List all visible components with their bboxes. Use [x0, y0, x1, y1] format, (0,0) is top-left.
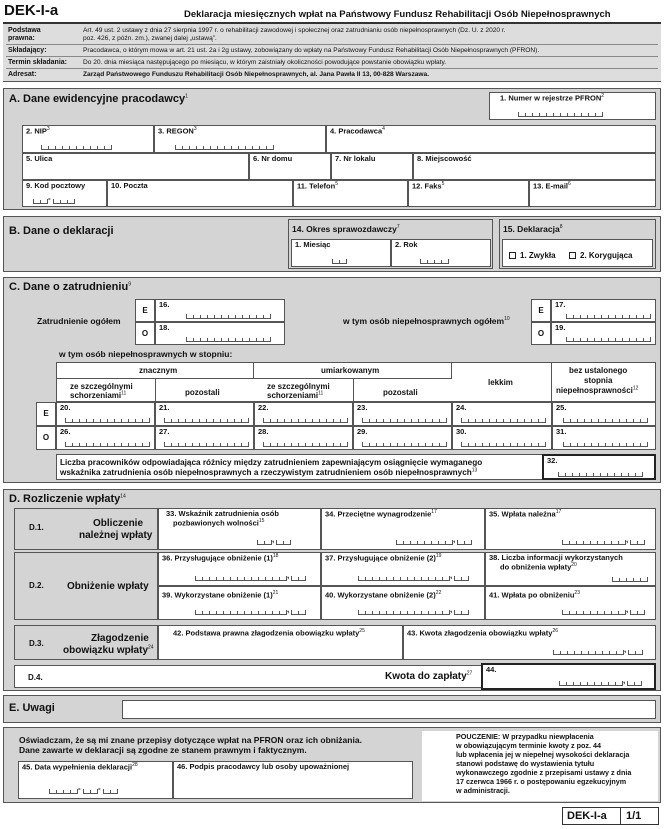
degree-header: [56, 362, 656, 402]
section-d-title: D. Rozliczenie wpłaty$^{14}$: [9, 493, 126, 505]
footer-page: 1/1: [626, 810, 642, 822]
field-13-email[interactable]: 13. E-mail$^6$: [529, 180, 656, 207]
difference-text-1: Liczba pracowników odpowiadająca różnicy między zatrudnieniem zapewniającym osiągnięcie wymaganego: [60, 458, 483, 467]
e-marker: E: [135, 299, 155, 322]
field-22[interactable]: 22.: [254, 402, 353, 426]
section-c: [3, 277, 661, 483]
notice-line-3: lub wpłacenia jej w niepełnej wysokości deklaracja: [456, 750, 630, 759]
field-35[interactable]: 35. Wpłata należna$^{17}$ ,: [485, 508, 656, 550]
d1-label-box: [14, 508, 158, 550]
field-39[interactable]: 39. Wykorzystane obniżenie $(1)^{21}$ ,: [158, 586, 321, 620]
field-31[interactable]: 31.: [552, 426, 656, 450]
notice-line-6: 17 czerwca 1966 r. o postępowaniu egzekucyjnym: [456, 777, 627, 786]
d2-number: D.2.: [29, 581, 44, 590]
difference-text-2: wskaźnika zatrudnienia osób niepełnosprawnych a rzeczywistym zatrudnieniem osób niepełnosprawnych$^{13}$: [60, 467, 478, 477]
section-b-title: B. Dane o deklaracji: [9, 225, 114, 237]
field-46-signature[interactable]: 46. Podpis pracodawcy lub osoby upoważnionej: [173, 761, 413, 799]
header-ze-1: ze szczególnymi: [70, 382, 133, 391]
deadline-text: Do 20. dnia miesiąca następującego po miesiącu, w którym zaistniały okoliczności powodujące powstanie obowiązku wpłaty.: [83, 59, 447, 66]
submitter-text: Pracodawca, o którym mowa w art. 21 ust. 2a i 2g ustawy, zobowiązany do wpłaty na Państwowy Fundusz Rehabilitacji Osób Niepełnosprawnych (PFRON).: [83, 47, 540, 54]
footer-code: DEK-I-a: [567, 810, 607, 822]
field-19[interactable]: 19.: [551, 322, 656, 345]
d3-label-2: obowiązku wpłaty$^{24}$: [63, 644, 154, 656]
section-b: [3, 216, 661, 272]
remarks-field[interactable]: [122, 700, 656, 719]
field-15-declaration-type: 15. Deklaracja$^8$ 1. Zwykła 2. Korygująca: [499, 219, 656, 269]
basis-text-2: poz. 426, z późn. zm.), zwanej dalej „ustawą”.: [83, 35, 217, 42]
d4-label: Kwota do zapłaty$^{27}$: [385, 670, 473, 682]
header-umiarkowanym: umiarkowanym: [321, 366, 380, 375]
field-20[interactable]: 20.: [56, 402, 155, 426]
disabled-total-label: w tym osób niepełnosprawnych ogółem$^{10}$: [343, 316, 510, 326]
field-25[interactable]: 25.: [552, 402, 656, 426]
addressee-label: Adresat:: [8, 71, 37, 78]
field-28[interactable]: 28.: [254, 426, 353, 450]
option-regular-label: 1. Zwykła: [520, 251, 556, 260]
d2-label: Obniżenie wpłaty: [67, 581, 149, 592]
declaration-section: [3, 727, 661, 803]
field-month[interactable]: 1. Miesiąc: [291, 239, 391, 267]
field-4-employer[interactable]: 4. Pracodawca$^4$: [326, 125, 656, 153]
field-14-reporting-period: 14. Okres sprawozdawczy$^7$ 1. Miesiąc 2. Rok: [288, 219, 493, 269]
field-year[interactable]: 2. Rok: [391, 239, 491, 267]
notice-line-5: wykonawczego zgodnie z przepisami ustawy z dnia: [456, 768, 632, 777]
field-5-street[interactable]: 5. Ulica: [22, 153, 249, 180]
field-17[interactable]: 17.: [551, 299, 656, 322]
section-d: [3, 489, 661, 691]
basis-text: Art. 49 ust. 2 ustawy z dnia 27 sierpnia 1997 r. o rehabilitacji zawodowej i społecznej oraz zatrudnianiu osób niepełnosprawnych (Dz. U. z 2020 r.: [83, 27, 506, 34]
field-18[interactable]: 18.: [155, 322, 285, 345]
d4-number: D.4.: [28, 673, 43, 682]
header-pozostali-1: pozostali: [185, 388, 220, 397]
submitter-label: Składający:: [8, 47, 47, 54]
d3-label-1: Złagodzenie: [91, 633, 149, 644]
header-ze-4: schorzeniami$^{11}$: [267, 390, 324, 400]
field-10-post-office[interactable]: 10. Poczta: [107, 180, 293, 207]
header-pozostali-2: pozostali: [383, 388, 418, 397]
field-45-date[interactable]: 45. Data wypełnienia deklaracji$^{28}$ - -: [18, 761, 173, 799]
deadline-label: Termin składania:: [8, 59, 68, 66]
checkbox-corrective[interactable]: [569, 252, 576, 259]
field-8-city[interactable]: 8. Miejscowość: [413, 153, 656, 180]
declaration-text-2: Dane zawarte w deklaracji są zgodne ze stanem prawnym i faktycznym.: [19, 745, 307, 755]
field-43[interactable]: 43. Kwota złagodzenia obowiązku wpłaty$^{26}$ ,: [403, 625, 656, 660]
total-employment-label: Zatrudnienie ogółem: [37, 316, 121, 326]
header-ze-3: ze szczególnymi: [267, 382, 330, 391]
field-1-pfron-number[interactable]: 1. Numer w rejestrze PFRON$^2$: [489, 92, 656, 120]
field-42[interactable]: 42. Podstawa prawna złagodzenia obowiązku wpłaty$^{25}$: [158, 625, 403, 660]
checkbox-regular[interactable]: [509, 252, 516, 259]
degree-label: w tym osób niepełnosprawnych w stopniu:: [59, 349, 233, 359]
field-29[interactable]: 29.: [353, 426, 452, 450]
section-c-title: C. Dane o zatrudnieniu$^9$: [9, 281, 131, 293]
form-title: Deklaracja miesięcznych wpłat na Państwowy Fundusz Rehabilitacji Osób Niepełnosprawnych: [184, 9, 611, 20]
field-2-nip[interactable]: 2. NIP$^3$: [22, 125, 154, 153]
field-24[interactable]: 24.: [452, 402, 552, 426]
addressee-text: Zarząd Państwowego Funduszu Rehabilitacji Osób Niepełnosprawnych, al. Jana Pawła II 13, 00-828 Warszawa.: [83, 71, 430, 78]
notice-line-2: w obowiązującym terminie kwoty z poz. 44: [456, 741, 601, 750]
basis-label: Podstawa: [8, 27, 41, 34]
field-30[interactable]: 30.: [452, 426, 552, 450]
section-e-title: E. Uwagi: [9, 702, 55, 714]
header-bez-3: niepełnosprawności$^{12}$: [556, 385, 639, 395]
form-code: DEK-I-a: [4, 2, 59, 19]
field-27[interactable]: 27.: [155, 426, 254, 450]
basis-label-2: prawna:: [8, 35, 35, 42]
field-9-postal-code[interactable]: 9. Kod pocztowy -: [22, 180, 107, 207]
e-row-marker: E: [36, 402, 56, 426]
header-ze-2: schorzeniami$^{11}$: [70, 390, 127, 400]
field-12-fax[interactable]: 12. Faks$^5$: [408, 180, 529, 207]
notice-line-1: POUCZENIE: W przypadku niewpłacenia: [456, 732, 594, 741]
field-32[interactable]: 32.: [542, 454, 656, 480]
d1-label-2: należnej wpłaty: [79, 530, 153, 541]
section-a: [3, 88, 661, 210]
section-e: [3, 695, 661, 723]
header-lekkim: lekkim: [488, 378, 513, 387]
d3-label-box: [14, 625, 158, 660]
field-38[interactable]: 38. Liczba informacji wykorzystanych do obniżenia wpłaty$^{20}$: [485, 552, 656, 586]
d1-label-1: Obliczenie: [93, 518, 144, 529]
option-corrective-label: 2. Korygująca: [580, 251, 633, 260]
section-a-title: A. Dane ewidencyjne pracodawcy$^1$: [9, 93, 188, 105]
field-16[interactable]: 16.: [155, 299, 285, 322]
field-44[interactable]: 44. ,: [481, 663, 656, 690]
d1-number: D.1.: [29, 523, 44, 532]
field-3-regon[interactable]: 3. REGON$^3$: [154, 125, 326, 153]
field-21[interactable]: 21.: [155, 402, 254, 426]
o-marker-2: O: [531, 322, 551, 345]
notice-line-7: w administracji.: [456, 786, 510, 795]
field-41[interactable]: 41. Wpłata po obniżeniu$^{23}$ ,: [485, 586, 656, 620]
field-11-phone[interactable]: 11. Telefon$^5$: [293, 180, 408, 207]
d3-number: D.3.: [29, 639, 44, 648]
header-znacznym: znacznym: [139, 366, 178, 375]
field-34[interactable]: 34. Przeciętne wynagrodzenie$^{17}$ ,: [321, 508, 485, 550]
header-bez-1: bez ustalonego: [569, 366, 628, 375]
notice-line-4: stanowi podstawę do wystawienia tytułu: [456, 759, 595, 768]
field-33[interactable]: 33. Wskaźnik zatrudnienia osób pozbawionych wolności$^{15}$ ,: [158, 508, 321, 550]
field-36[interactable]: 36. Przysługujące obniżenie $(1)^{18}$ ,: [158, 552, 321, 586]
declaration-text-1: Oświadczam, że są mi znane przepisy dotyczące wpłat na PFRON oraz ich obniżania.: [19, 735, 362, 745]
d2-label-box: [14, 552, 158, 620]
field-23[interactable]: 23.: [353, 402, 452, 426]
notice-box: [422, 731, 658, 801]
field-6-house-number[interactable]: 6. Nr domu: [249, 153, 331, 180]
field-7-apartment-number[interactable]: 7. Nr lokalu: [331, 153, 413, 180]
e-marker-2: E: [531, 299, 551, 322]
header-bez-2: stopnia: [584, 376, 613, 385]
o-row-marker: O: [36, 426, 56, 450]
field-26[interactable]: 26.: [56, 426, 155, 450]
field-37[interactable]: 37. Przysługujące obniżenie $(2)^{19}$ ,: [321, 552, 485, 586]
field-40[interactable]: 40. Wykorzystane obniżenie $(2)^{22}$ ,: [321, 586, 485, 620]
o-marker: O: [135, 322, 155, 345]
header-info: [3, 24, 661, 82]
footer-code-box: [562, 807, 659, 825]
